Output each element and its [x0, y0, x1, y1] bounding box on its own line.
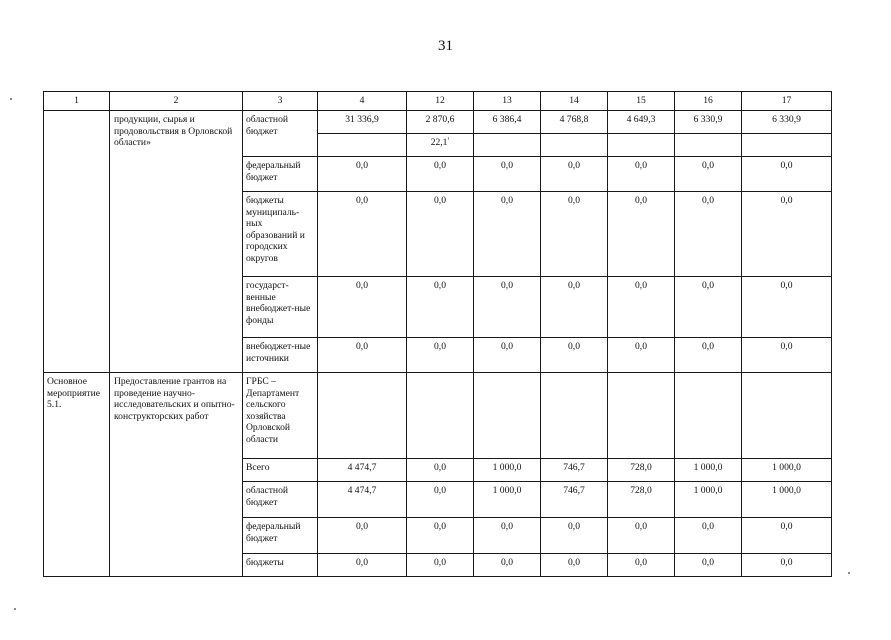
value-cell: 4 649,3 — [608, 111, 675, 134]
value-cell: 0,0 — [474, 157, 541, 192]
value-cell — [742, 134, 832, 157]
scan-speck — [14, 608, 16, 610]
value-cell: 0,0 — [407, 277, 474, 338]
value-cell — [318, 134, 407, 157]
header-cell: 16 — [675, 92, 742, 111]
value-cell: 0,0 — [608, 192, 675, 277]
value-cell: 0,0 — [407, 192, 474, 277]
value-cell — [541, 373, 608, 459]
value-cell: 1 000,0 — [474, 482, 541, 518]
value-cell: 1 000,0 — [474, 459, 541, 482]
note-cell — [407, 134, 474, 157]
value-cell: 31 336,9 — [318, 111, 407, 134]
value-cell — [474, 134, 541, 157]
value-cell: 1 000,0 — [742, 482, 832, 518]
value-cell: 6 386,4 — [474, 111, 541, 134]
grbs-cell: ГРБС – Департамент сельского хозяйства Орловской области — [243, 373, 318, 459]
value-cell — [318, 373, 407, 459]
value-cell: 0,0 — [318, 554, 407, 577]
value-cell: 0,0 — [407, 157, 474, 192]
value-cell: 0,0 — [675, 157, 742, 192]
value-cell: 4 474,7 — [318, 459, 407, 482]
block2-measure-label: Основное мероприятие 5.1. — [44, 373, 110, 577]
footnote-mark: ¹ — [447, 136, 450, 143]
value-cell: 0,0 — [318, 277, 407, 338]
funding-source: областной бюджет — [243, 111, 318, 157]
header-cell: 13 — [474, 92, 541, 111]
value-cell: 0,0 — [608, 277, 675, 338]
value-cell: 0,0 — [742, 192, 832, 277]
value-cell — [541, 134, 608, 157]
value-cell: 0,0 — [407, 518, 474, 554]
value-cell — [608, 134, 675, 157]
value-cell: 0,0 — [608, 518, 675, 554]
funding-source: федеральный бюджет — [243, 157, 318, 192]
value-cell: 2 870,6 — [407, 111, 474, 134]
value-cell: 0,0 — [742, 518, 832, 554]
value-cell: 0,0 — [742, 554, 832, 577]
value-cell: 4 474,7 — [318, 482, 407, 518]
value-cell: 0,0 — [675, 192, 742, 277]
value-cell: 4 768,8 — [541, 111, 608, 134]
value-cell — [407, 373, 474, 459]
scan-speck — [848, 572, 850, 574]
header-cell: 4 — [318, 92, 407, 111]
value-cell: 0,0 — [474, 277, 541, 338]
value-cell: 0,0 — [675, 518, 742, 554]
value-cell: 6 330,9 — [742, 111, 832, 134]
value-cell: 0,0 — [474, 338, 541, 373]
value-cell — [675, 373, 742, 459]
value-cell: 746,7 — [541, 459, 608, 482]
value-cell: 0,0 — [541, 157, 608, 192]
value-cell: 0,0 — [318, 157, 407, 192]
value-cell: 0,0 — [742, 277, 832, 338]
value-cell: 1 000,0 — [675, 459, 742, 482]
value-cell: 1 000,0 — [742, 459, 832, 482]
page-number: 31 — [438, 38, 453, 54]
value-cell: 0,0 — [407, 554, 474, 577]
value-cell: 0,0 — [742, 157, 832, 192]
scan-speck — [10, 98, 12, 100]
value-cell: 0,0 — [407, 459, 474, 482]
value-cell: 0,0 — [541, 518, 608, 554]
value-cell: 0,0 — [407, 482, 474, 518]
value-cell: 0,0 — [541, 277, 608, 338]
value-cell: 0,0 — [541, 192, 608, 277]
value-cell: 0,0 — [318, 192, 407, 277]
value-cell: 0,0 — [742, 338, 832, 373]
funding-source: федеральный бюджет — [243, 518, 318, 554]
value-cell: 0,0 — [675, 338, 742, 373]
funding-source: государст-венные внебюджет-ные фонды — [243, 277, 318, 338]
value-cell: 0,0 — [474, 518, 541, 554]
value-cell: 0,0 — [608, 554, 675, 577]
value-cell: 746,7 — [541, 482, 608, 518]
header-cell: 3 — [243, 92, 318, 111]
header-cell: 14 — [541, 92, 608, 111]
header-cell: 2 — [110, 92, 243, 111]
funding-source: областной бюджет — [243, 482, 318, 518]
block1-program-name: продукции, сырья и продовольствия в Орловской области» — [110, 111, 243, 373]
header-cell: 1 — [44, 92, 110, 111]
value-cell: 0,0 — [318, 518, 407, 554]
value-cell: 6 330,9 — [675, 111, 742, 134]
value-cell: 0,0 — [608, 157, 675, 192]
value-cell: 0,0 — [318, 338, 407, 373]
value-cell: 0,0 — [474, 554, 541, 577]
value-cell: 728,0 — [608, 482, 675, 518]
value-cell: 0,0 — [541, 554, 608, 577]
value-cell: 728,0 — [608, 459, 675, 482]
funding-source: бюджеты — [243, 554, 318, 577]
value-cell — [474, 373, 541, 459]
funding-source: внебюджет-ные источники — [243, 338, 318, 373]
table-row — [44, 373, 832, 459]
value-cell: 0,0 — [474, 192, 541, 277]
header-cell: 17 — [742, 92, 832, 111]
table-header-row — [44, 92, 832, 111]
funding-source: бюджеты муниципаль-ных образований и городских округов — [243, 192, 318, 277]
funding-source: Всего — [243, 459, 318, 482]
value-cell: 1 000,0 — [675, 482, 742, 518]
budget-table — [43, 91, 832, 577]
value-cell — [608, 373, 675, 459]
note-value: 22,1 — [430, 137, 448, 148]
table-row — [44, 111, 832, 134]
value-cell: 0,0 — [407, 338, 474, 373]
value-cell: 0,0 — [608, 338, 675, 373]
block2-measure-name: Предоставление грантов на проведение научно-исследовательских и опытно-конструкторских работ — [110, 373, 243, 577]
value-cell: 0,0 — [675, 554, 742, 577]
value-cell: 0,0 — [675, 277, 742, 338]
block1-col1-cell — [44, 111, 110, 373]
value-cell — [675, 134, 742, 157]
value-cell: 0,0 — [541, 338, 608, 373]
value-cell — [742, 373, 832, 459]
header-cell: 15 — [608, 92, 675, 111]
header-cell: 12 — [407, 92, 474, 111]
